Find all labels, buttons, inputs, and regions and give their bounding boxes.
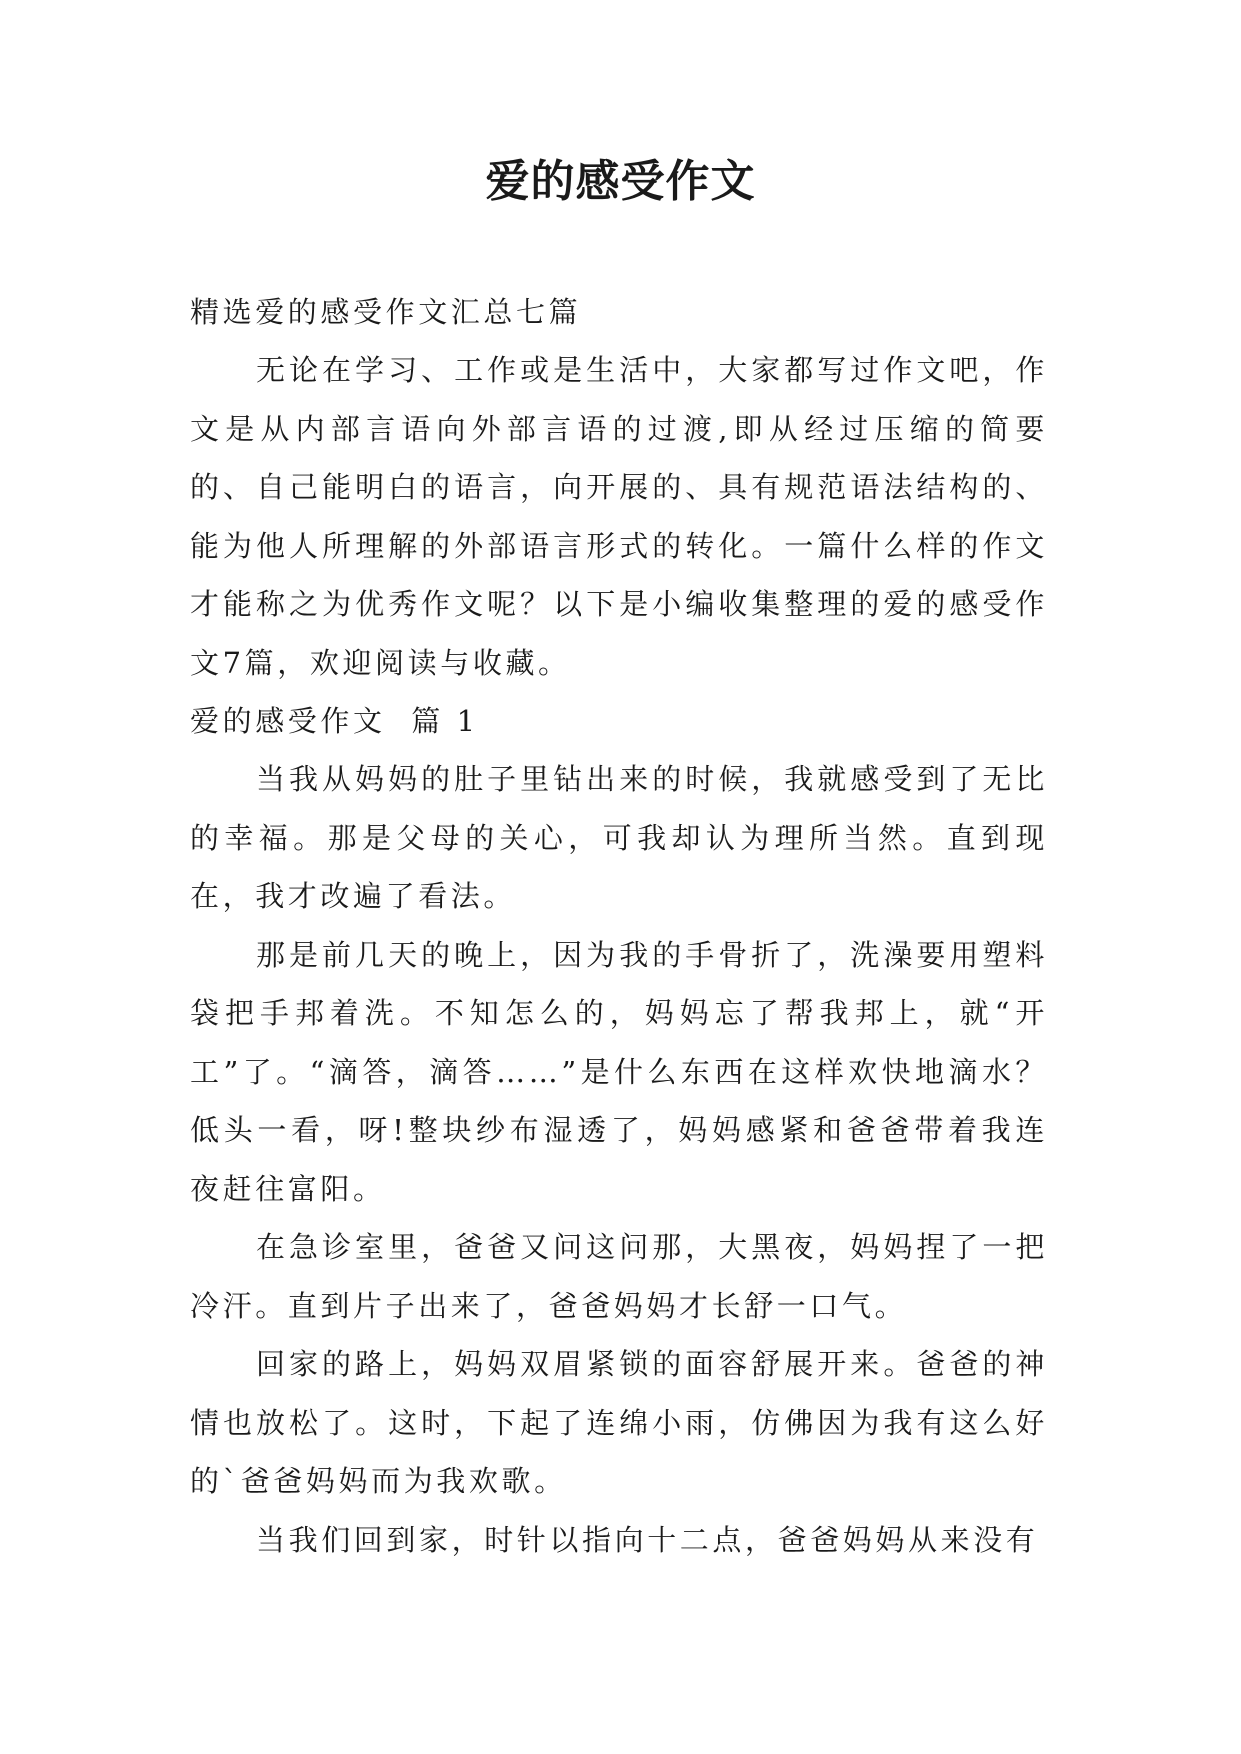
section-heading: 爱的感受作文 篇 1 <box>190 704 479 738</box>
body-paragraph: 回家的路上，妈妈双眉紧锁的面容舒展开来。爸爸的神情也放松了。这时，下起了连绵小雨，仿佛因为我有这么好的`爸爸妈妈而为我欢歌。 <box>190 1347 1048 1498</box>
body-paragraph: 当我们回到家，时针以指向十二点，爸爸妈妈从来没有 <box>256 1522 1039 1557</box>
body-paragraph: 在急诊室里，爸爸又问这问那，大黑夜，妈妈捏了一把冷汗。直到片子出来了，爸爸妈妈才长舒一口气。 <box>190 1230 1048 1323</box>
body-paragraph: 那是前几天的晚上，因为我的手骨折了，洗澡要用塑料袋把手邦着洗。不知怎么的，妈妈忘了帮我邦上，就“开工”了。“滴答，滴答……”是什么东西在这样欢快地滴水？低头一看，呀!整块纱布湿透了，妈妈感紧和爸爸带着我连夜赶往富阳。 <box>190 937 1048 1206</box>
intro-paragraph: 无论在学习、工作或是生活中，大家都写过作文吧，作文是从内部言语向外部言语的过渡,即从经过压缩的简要的、自己能明白的语言，向开展的、具有规范语法结构的、能为他人所理解的外部语言形式的转化。一篇什么样的作文才能称之为优秀作文呢？以下是小编收集整理的爱的感受作文7篇，欢迎阅读与收藏。 <box>190 353 1048 680</box>
subtitle: 精选爱的感受作文汇总七篇 <box>190 295 582 329</box>
document-title: 爱的感受作文 <box>485 156 756 207</box>
body-paragraph: 当我从妈妈的肚子里钻出来的时候，我就感受到了无比的幸福。那是父母的关心，可我却认为理所当然。直到现在，我才改遍了看法。 <box>190 762 1048 913</box>
document-body <box>190 283 1048 1569</box>
